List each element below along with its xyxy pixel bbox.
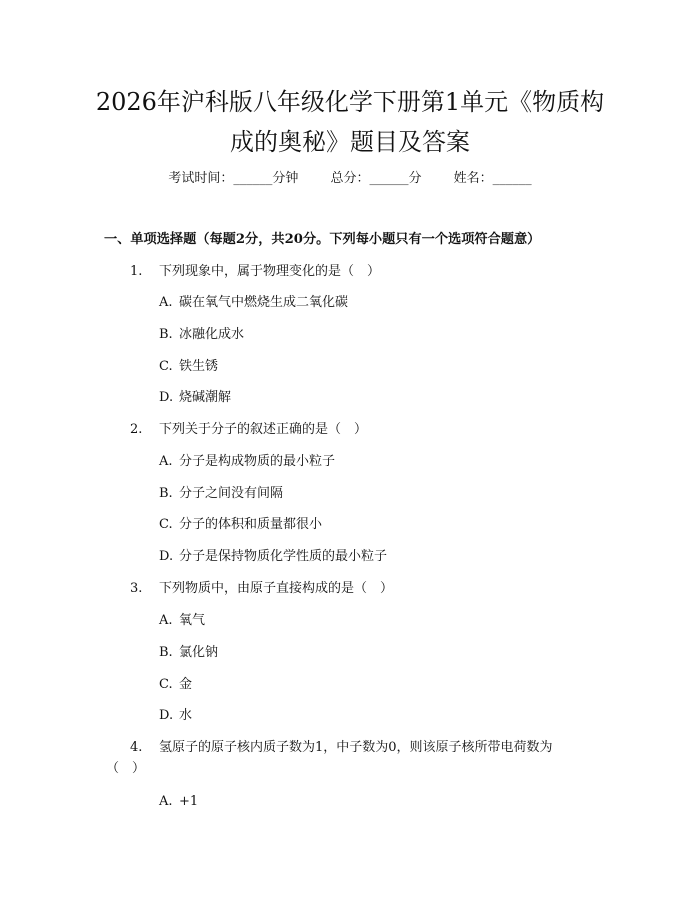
question-text: 下列关于分子的叙述正确的是（ ） — [159, 422, 368, 437]
option-text: 铁生锈 — [179, 359, 219, 374]
option-letter: A. — [159, 295, 173, 310]
option-letter: A. — [159, 794, 173, 809]
option-text: 碳在氧气中燃烧生成二氧化碳 — [179, 295, 349, 310]
option-text: 分子是构成物质的最小粒子 — [179, 454, 336, 469]
question-text: 下列现象中，属于物理变化的是（ ） — [159, 264, 381, 279]
option-letter: B. — [159, 327, 173, 342]
option-item — [159, 676, 192, 694]
option-item — [159, 326, 244, 344]
option-letter: C. — [159, 517, 173, 532]
section-heading: 一、单项选择题（每题2分，共20分。下列每小题只有一个选项符合题意） — [104, 232, 541, 247]
option-letter: A. — [159, 454, 173, 469]
option-item — [159, 453, 335, 471]
student-name-field: 姓名：______ — [453, 171, 532, 186]
option-text: 烧碱潮解 — [179, 390, 232, 405]
option-item — [159, 358, 218, 376]
option-text: 水 — [179, 708, 193, 723]
option-text: 氯化钠 — [179, 645, 219, 660]
option-item — [159, 644, 218, 662]
option-text: 金 — [179, 677, 193, 692]
option-letter: D. — [159, 708, 174, 723]
option-item — [159, 516, 322, 534]
exam-time-field: 考试时间：______分钟 — [168, 171, 299, 186]
option-letter: C. — [159, 359, 173, 374]
option-item — [159, 294, 348, 312]
question-number: 3. — [130, 581, 143, 596]
question-number: 1. — [130, 264, 143, 279]
question-number: 2. — [130, 422, 143, 437]
exam-info-line — [0, 170, 700, 188]
option-letter: C. — [159, 677, 173, 692]
option-text: 氧气 — [179, 613, 206, 628]
option-item — [159, 707, 192, 725]
option-item — [159, 485, 283, 503]
option-text: 冰融化成水 — [179, 327, 245, 342]
option-letter: D. — [159, 549, 174, 564]
question-text-continuation: （ ） — [106, 761, 146, 776]
option-letter: D. — [159, 390, 174, 405]
total-score-field: 总分：______分 — [330, 171, 422, 186]
option-item — [159, 389, 231, 407]
option-item — [159, 612, 205, 630]
option-text: 分子之间没有间隔 — [179, 486, 284, 501]
option-item — [159, 793, 198, 811]
option-text: 分子的体积和质量都很小 — [179, 517, 323, 532]
document-title: 2026年沪科版八年级化学下册第1单元《物质构成的奥秘》题目及答案 — [95, 88, 605, 156]
option-letter: B. — [159, 645, 173, 660]
option-letter: A. — [159, 613, 173, 628]
option-text: +1 — [179, 794, 199, 809]
option-item — [159, 548, 387, 566]
question-text: 下列物质中，由原子直接构成的是（ ） — [159, 581, 394, 596]
option-letter: B. — [159, 486, 173, 501]
option-text: 分子是保持物质化学性质的最小粒子 — [179, 549, 388, 564]
question-text: 氢原子的原子核内质子数为1，中子数为0，则该原子核所带电荷数为 — [159, 740, 553, 755]
question-number: 4. — [130, 740, 143, 755]
